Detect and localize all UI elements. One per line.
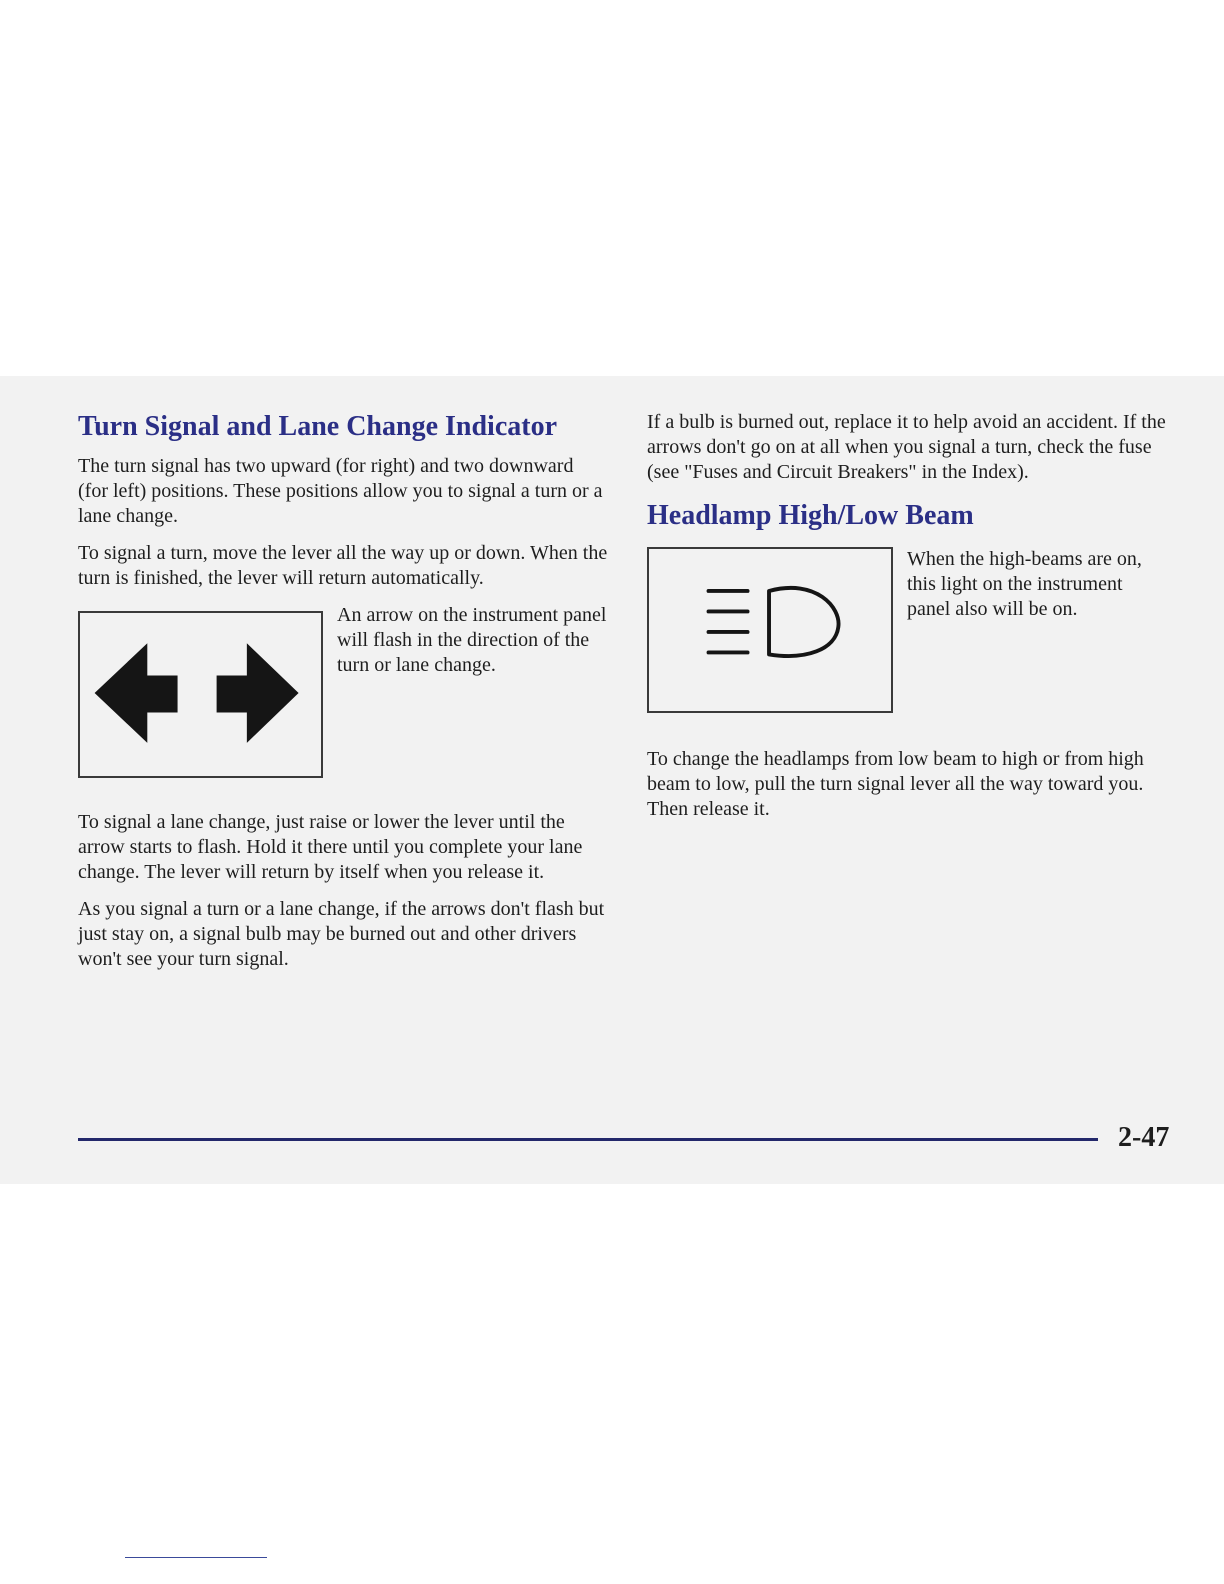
left-arrow-icon: [95, 643, 178, 743]
turn-signal-figure-box: [78, 611, 323, 778]
headlamp-figure-caption: When the high-beams are on, this light on the instrument panel also will be on.: [907, 548, 1142, 620]
high-beam-indicator-icon: [649, 549, 891, 711]
turn-signal-para-1: The turn signal has two upward (for right) and two downward (for left) positions. These positions allow you to signal a turn or a lane change.: [78, 455, 603, 527]
headlamp-para: To change the headlamps from low beam to high or from high beam to low, pull the turn signal lever all the way toward you. Then release it.: [647, 748, 1144, 820]
bulb-para: If a bulb is burned out, replace it to help avoid an accident. If the arrows don't go on at all when you signal a turn, check the fuse (see "Fuses and Circuit Breakers" in the Index).: [647, 411, 1166, 483]
turn-signal-para-4: As you signal a turn or a lane change, if the arrows don't flash but just stay on, a signal bulb may be burned out and other drivers won't see your turn signal.: [78, 898, 605, 970]
left-column: [78, 410, 608, 984]
turn-signal-figure: [78, 603, 608, 778]
headlamp-figure: [647, 547, 1167, 713]
turn-signal-para-2: To signal a turn, move the lever all the way up or down. When the turn is finished, the lever will return automatically.: [78, 542, 608, 589]
right-column: [647, 410, 1167, 834]
turn-signal-para-3: To signal a lane change, just raise or lower the lever until the arrow starts to flash. Hold it there until you complete your lane change. The lever will return by itself when you release it.: [78, 811, 583, 883]
footer-rule: [78, 1138, 1098, 1141]
turn-signal-figure-caption: An arrow on the instrument panel will flash in the direction of the turn or lane change.: [337, 604, 607, 676]
headlamp-heading: Headlamp High/Low Beam: [647, 500, 974, 531]
page-number: 2-47: [1118, 1122, 1170, 1153]
turn-signal-arrows-icon: [80, 613, 321, 776]
turn-signal-heading: Turn Signal and Lane Change Indicator: [78, 411, 557, 442]
right-arrow-icon: [217, 643, 299, 743]
bottom-divider: [125, 1557, 267, 1558]
headlamp-figure-box: [647, 547, 893, 713]
